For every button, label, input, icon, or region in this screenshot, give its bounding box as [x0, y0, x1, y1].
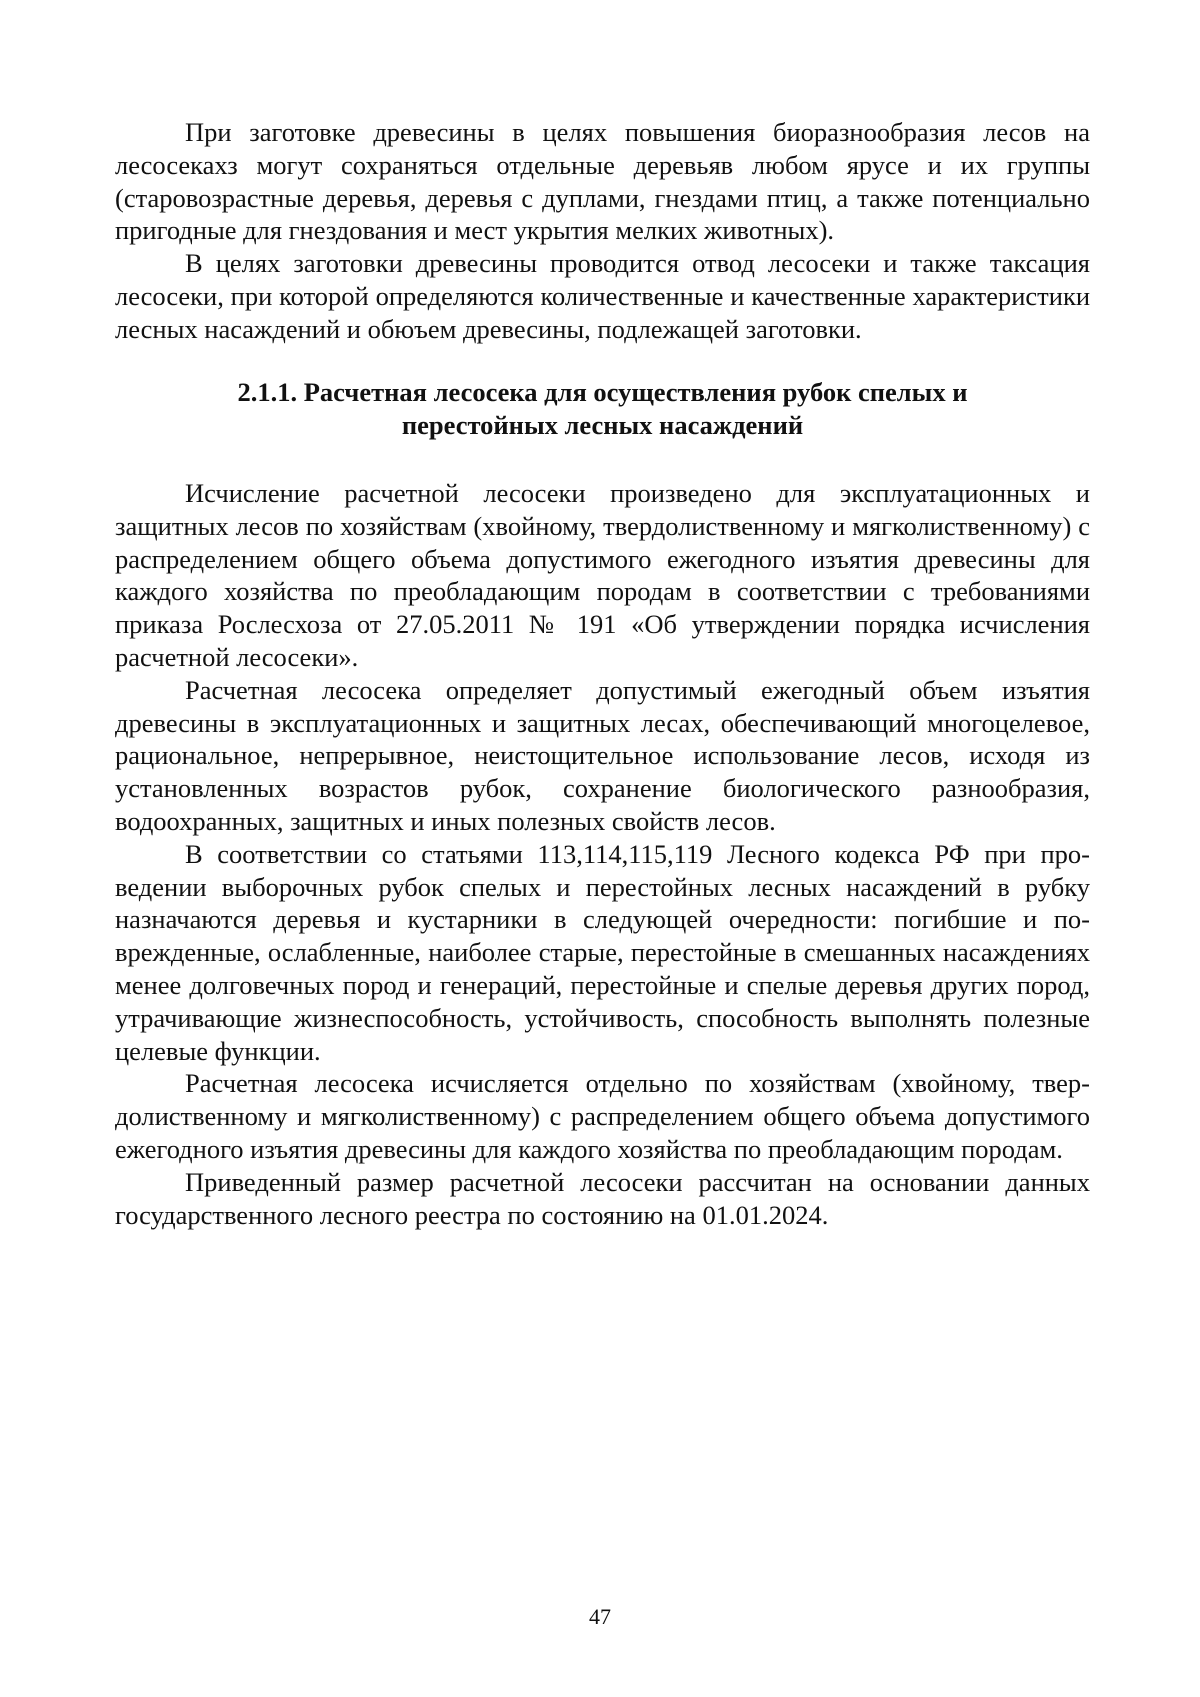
paragraph: В соответствии со статьями 113,114,115,119 Лесного кодекса РФ при проведении выборочных рубок спелых и перестойных лесных насаждений в рубку назначаются деревья и кустарники в следующей очередности: погибшие и поврежденные, ослабленные, наиболее старые, перестойные в смешанных насаждениях менее долговечных пород и генераций, перестойные и спелые деревья других пород, утрачивающие жизнеспособность, устойчивость, способность выполнять полезные целевые функции.	[115, 838, 1090, 1066]
section-heading-line: перестойных лесных насаждений	[401, 409, 804, 440]
paragraph: Расчетная лесосека определяет допустимый ежегодный объем изъятия древесины в эксплуатационных и защитных лесах, обеспечивающий многоцелевое, рациональное, непрерывное, неистощительное использование лесов, исходя из установленных возрастов рубок, сохранение биологического разнообразия, водоохранных, защитных и иных полезных свойств лесов.	[115, 674, 1090, 836]
paragraph: Расчетная лесосека исчисляется отдельно по хозяйствам (хвойному, твердолиственному и мягколиственному) с распределением общего объема допустимого ежегодного изъятия древесины для каждого хозяйства по преобладающим породам.	[115, 1068, 1090, 1164]
paragraph: Исчисление расчетной лесосеки произведено для эксплуатационных и защитных лесов по хозяйствам (хвойному, твердолиственному и мягколиственному) с распределением общего объема допустимого ежегодного изъятия древесины для каждого хозяйства по преобладающим породам в соответствии с требованиями приказа Рослесхоза от 27.05.2011 № 191 «Об утверждении порядка исчисления расчетной лесосеки».	[115, 478, 1090, 672]
section-body	[115, 477, 1090, 1231]
section-heading	[115, 376, 1090, 442]
intro-text	[115, 116, 1090, 346]
page-number: 47	[589, 1604, 611, 1629]
paragraph: При заготовке древесины в целях повышения биоразнообразия лесов на лесосекахз могут сохраняться отдельные деревьяв любом ярусе и их группы (старовозрастные деревья, деревья с дуплами, гнездами птиц, а также потенциально пригодные для гнездования и мест укрытия мелких животных).	[115, 117, 1090, 246]
paragraph: В целях заготовки древесины проводится отвод лесосеки и также таксация лесосеки, при которой определяются количественные и качественные характеристики лесных насаждений и обюъем древесины, подлежащей заготовки.	[115, 248, 1090, 344]
paragraph: Приведенный размер расчетной лесосеки рассчитан на основании данных государственного лесного реестра по состоянию на 01.01.2024.	[115, 1166, 1090, 1230]
section-heading-line: 2.1.1. Расчетная лесосека для осуществления рубок спелых и	[237, 377, 968, 407]
